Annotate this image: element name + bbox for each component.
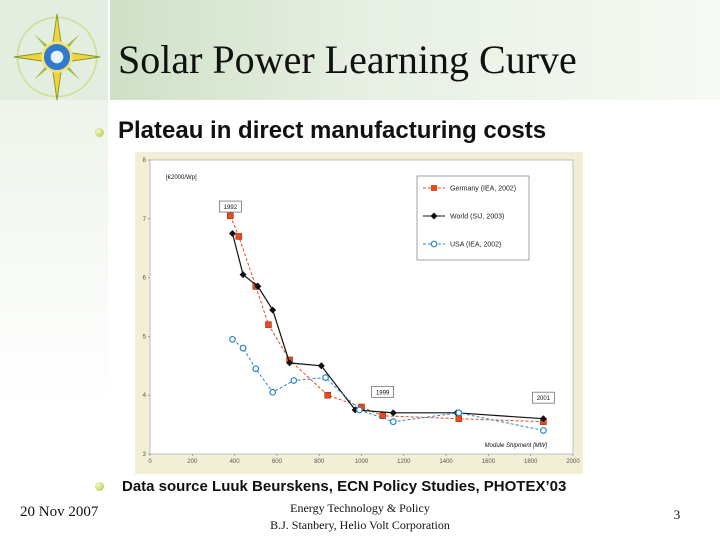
header-divider <box>108 0 110 100</box>
x-tick-label: 800 <box>314 459 325 465</box>
usa-point <box>390 419 396 425</box>
sun-compass-logo-icon <box>12 12 102 102</box>
x-axis-label: Module Shipment [MW] <box>484 443 547 449</box>
y-tick-label: 3 <box>142 452 146 458</box>
y-axis-label: [€2000/Wp] <box>166 175 197 181</box>
usa-point <box>456 410 462 416</box>
footer-line-2: B.J. Stanbery, Helio Volt Corporation <box>270 518 450 532</box>
usa-point <box>270 389 276 395</box>
x-tick-label: 2000 <box>566 459 580 465</box>
year-annotation-label: 1999 <box>375 390 390 397</box>
x-tick-label: 1400 <box>439 459 453 465</box>
footer-date: 20 Nov 2007 <box>20 504 99 520</box>
y-tick-label: 5 <box>142 334 146 341</box>
x-tick-label: 1000 <box>354 459 369 465</box>
germany-point <box>325 392 331 398</box>
y-tick-label: 8 <box>142 158 146 164</box>
x-tick-label: 1800 <box>524 459 538 465</box>
usa-point <box>240 345 246 351</box>
germany-point <box>227 213 233 219</box>
usa-point <box>253 366 259 372</box>
footer-credit <box>230 500 490 534</box>
usa-point <box>541 428 547 434</box>
usa-point <box>230 337 236 343</box>
bullet-dot <box>95 482 104 491</box>
bullet-data-source: Data source Luuk Beurskens, ECN Policy Studies, PHOTEX’03 <box>122 478 567 495</box>
side-band <box>0 100 108 540</box>
legend-label: Germany (IEA, 2002) <box>450 185 517 193</box>
legend-label: World (SIJ, 2003) <box>450 213 505 221</box>
slide-title: Solar Power Learning Curve <box>118 37 577 82</box>
page-number: 3 <box>673 507 681 522</box>
y-tick-label: 7 <box>142 216 146 223</box>
year-annotation-label: 1992 <box>223 205 238 212</box>
learning-curve-chart <box>135 152 583 474</box>
x-tick-label: 0 <box>148 459 152 465</box>
germany-point <box>236 233 242 239</box>
germany-point <box>265 322 271 328</box>
y-tick-label: 4 <box>142 393 146 400</box>
x-tick-label: 600 <box>271 459 282 465</box>
legend-marker <box>431 241 437 247</box>
year-annotation-label: 2001 <box>536 396 551 403</box>
usa-point <box>357 407 363 413</box>
footer-line-1: Energy Technology & Policy <box>290 501 430 515</box>
bullet-dot <box>95 128 104 137</box>
x-tick-label: 1600 <box>481 459 496 465</box>
y-tick-label: 6 <box>142 275 146 282</box>
x-tick-label: 400 <box>229 459 240 465</box>
legend-label: USA (IEA, 2002) <box>450 241 502 249</box>
germany-point <box>380 413 386 419</box>
germany-point <box>456 416 462 422</box>
x-tick-label: 1200 <box>397 459 411 465</box>
bullet-plateau: Plateau in direct manufacturing costs <box>118 117 547 144</box>
chart-canvas <box>135 152 583 474</box>
usa-point <box>291 378 297 384</box>
legend-marker <box>431 185 437 191</box>
x-tick-label: 200 <box>187 459 198 465</box>
usa-point <box>323 375 329 381</box>
